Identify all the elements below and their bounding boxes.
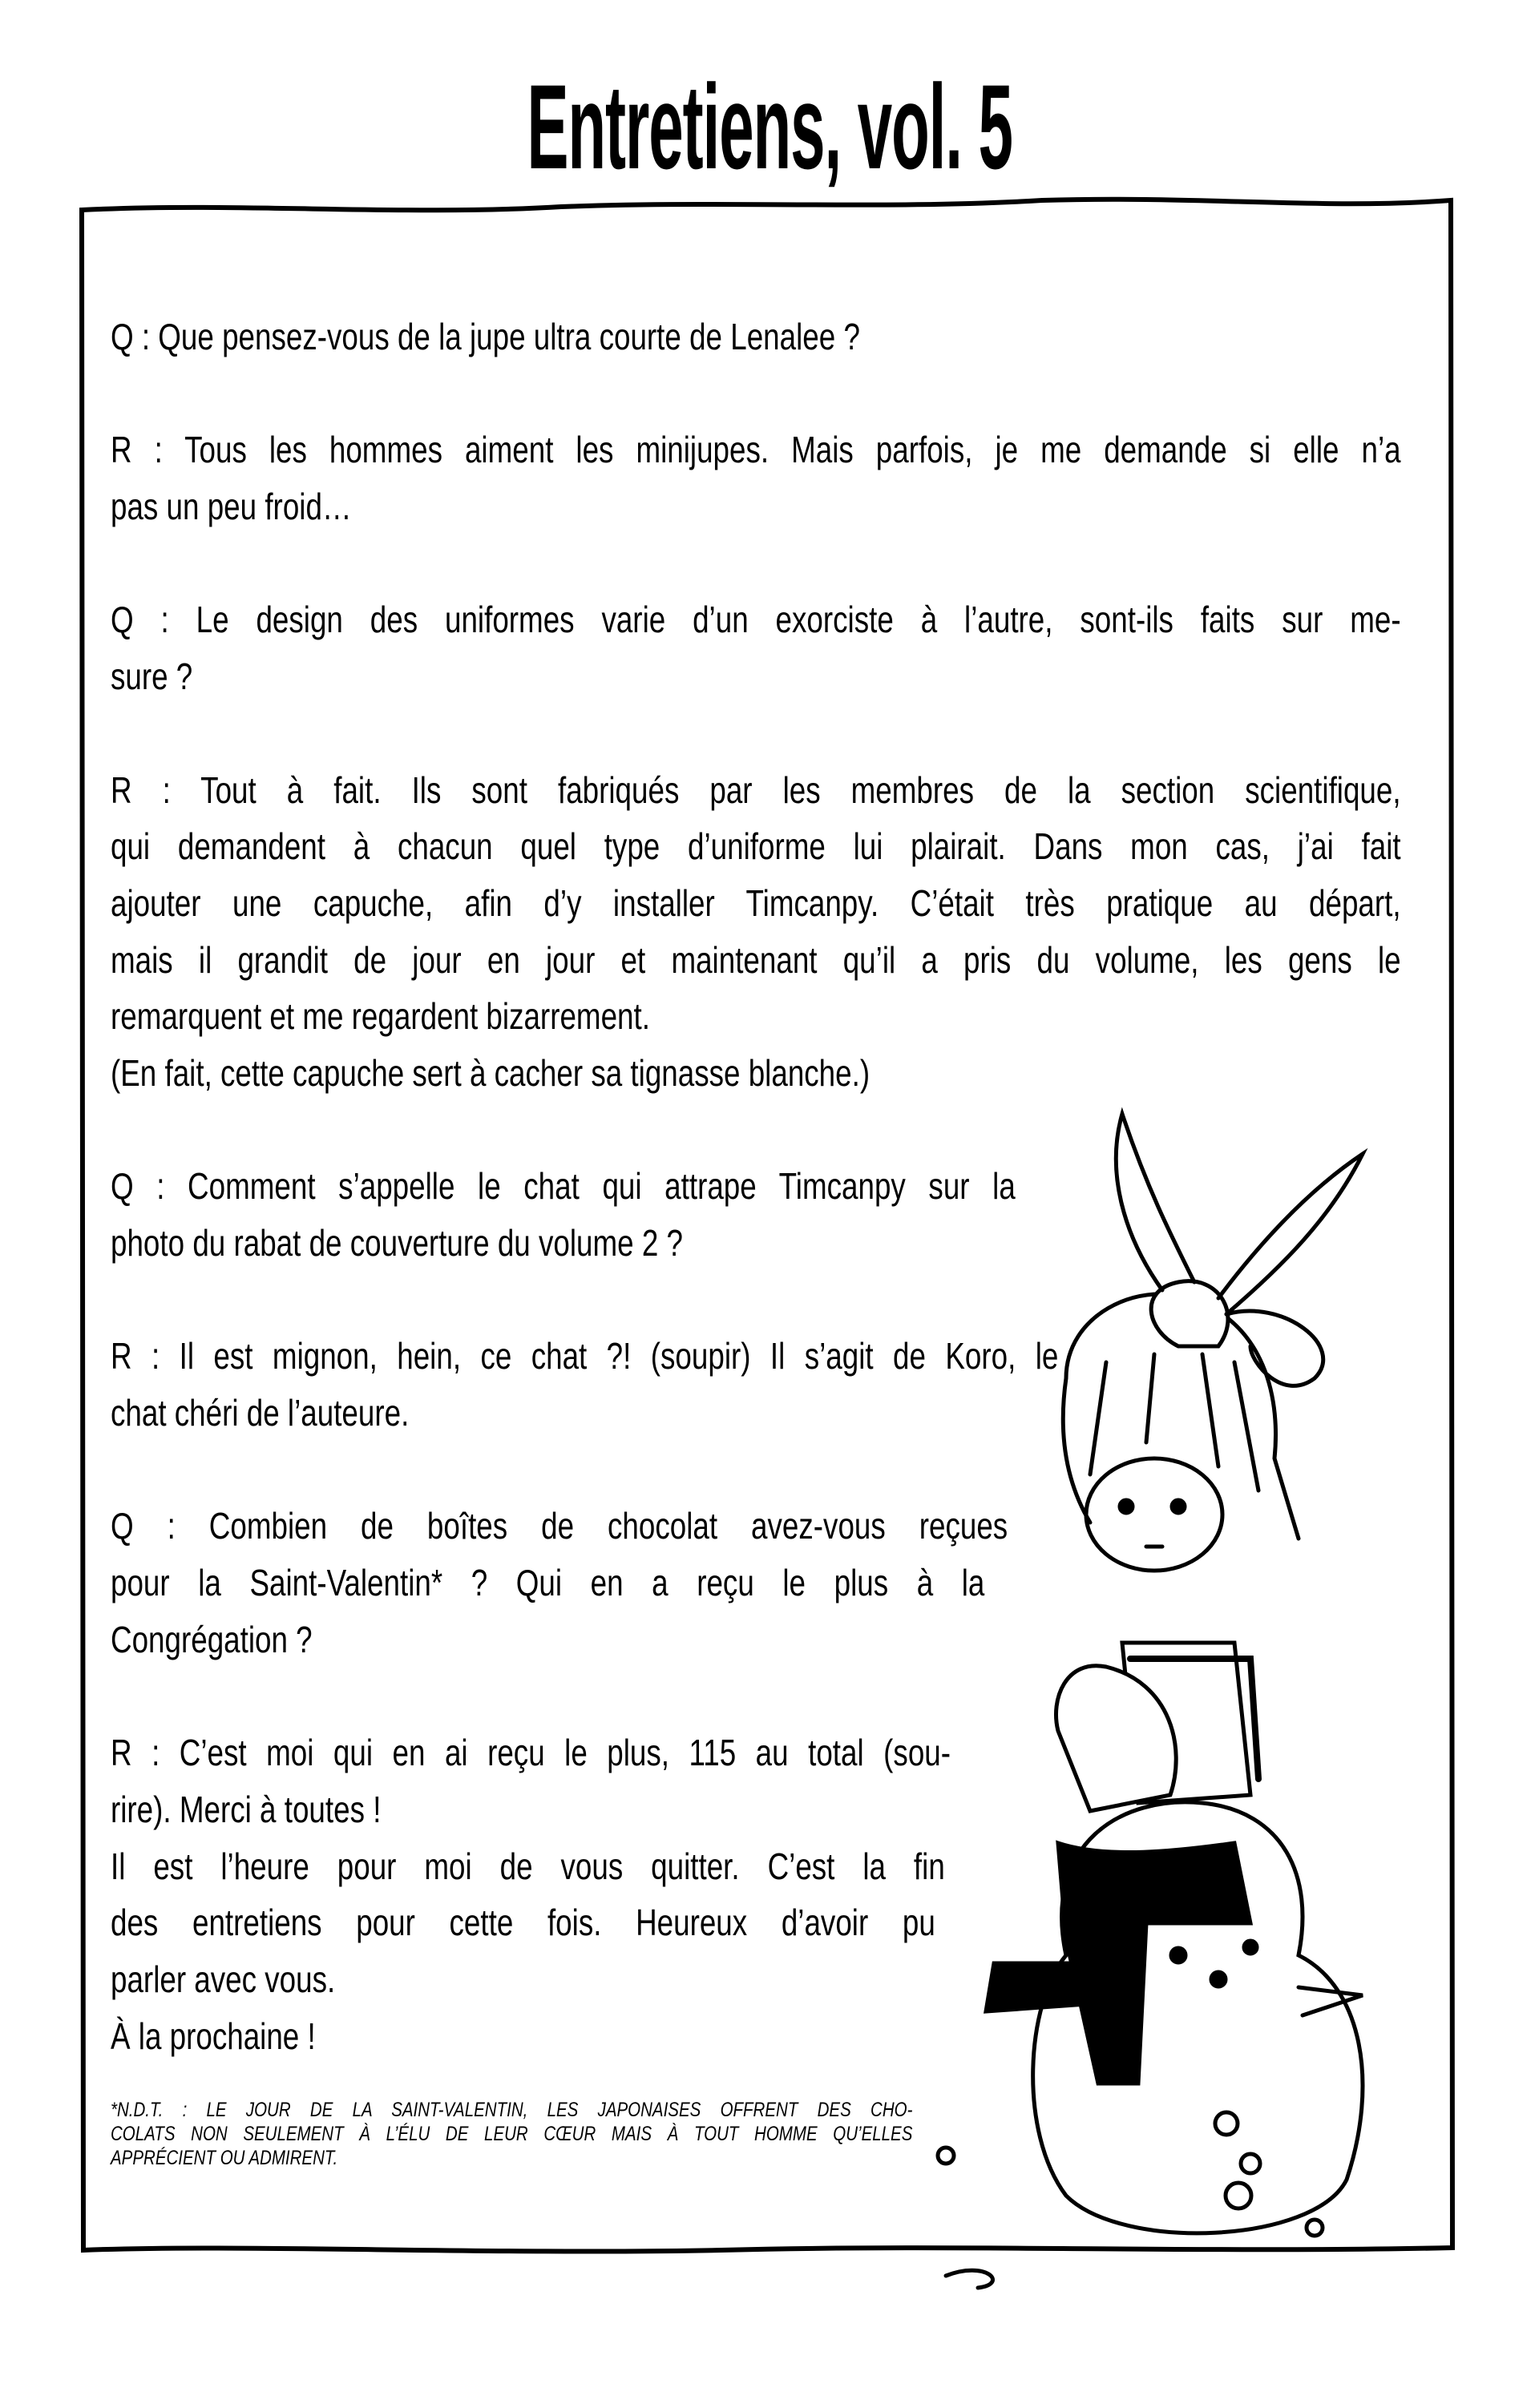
question: sure ? bbox=[111, 655, 193, 698]
answer: rire). Merci à toutes ! bbox=[111, 1788, 382, 1830]
answer: pas un peu froid… bbox=[111, 486, 352, 528]
answer: R : Tout à fait. Ils sont fabriqués par les membres de la section scientifique, bbox=[111, 768, 1401, 811]
answer: Il est l’heure pour moi de vous quitter. C’est la fin bbox=[111, 1845, 945, 1887]
question: Q : Combien de boîtes de chocolat avez-vous reçues bbox=[111, 1505, 1008, 1547]
answer: R : Tous les hommes aiment les minijupes. Mais parfois, je me demande si elle n’a bbox=[111, 429, 1401, 471]
question: Q : Le design des uniformes varie d’un exorciste à l’autre, sont-ils faits sur me- bbox=[111, 599, 1401, 641]
footnote-line: *N.D.T. : LE JOUR DE LA SAINT-VALENTIN, LES JAPONAISES OFFRENT DES CHO- bbox=[111, 2099, 913, 2121]
answer: qui demandent à chacun quel type d’uniforme lui plairait. Dans mon cas, j’ai fait bbox=[111, 825, 1401, 868]
footnote-line: APPRÉCIENT OU ADMIRENT. bbox=[111, 2147, 338, 2169]
answer: remarquent et me regardent bizarrement. bbox=[111, 995, 650, 1038]
answer: parler avec vous. bbox=[111, 1958, 336, 2000]
answer: ajouter une capuche, afin d’y installer Timcanpy. C’était très pratique au départ, bbox=[111, 881, 1401, 924]
answer: mais il grandit de jour en jour et maintenant qu’il a pris du volume, les gens le bbox=[111, 938, 1401, 981]
answer: À la prochaine ! bbox=[111, 2015, 316, 2057]
footnote-line: COLATS NON SEULEMENT À L’ÉLU DE LEUR CŒUR MAIS À TOUT HOMME QU’ELLES bbox=[111, 2123, 913, 2145]
answer: (En fait, cette capuche sert à cacher sa tignasse blanche.) bbox=[111, 1051, 870, 1094]
answer: des entretiens pour cette fois. Heureux d’avoir pu bbox=[111, 1902, 935, 1944]
title-text: Entretiens, vol. 5 bbox=[527, 59, 1012, 194]
allen-character bbox=[986, 1294, 1299, 2083]
answer: chat chéri de l’auteure. bbox=[111, 1392, 410, 1434]
question: Congrégation ? bbox=[111, 1618, 313, 1660]
answer: R : Il est mignon, hein, ce chat ?! (soupir) Il s’agit de Koro, le bbox=[111, 1335, 1059, 1377]
answer: R : C’est moi qui en ai reçu le plus, 115 au total (sou- bbox=[111, 1732, 951, 1774]
timcanpy-golem bbox=[1116, 1114, 1363, 1386]
question: photo du rabat de couverture du volume 2 ? bbox=[111, 1222, 683, 1264]
question: Q : Comment s’appelle le chat qui attrape Timcanpy sur la bbox=[111, 1165, 1016, 1208]
question: Q : Que pensez-vous de la jupe ultra courte de Lenalee ? bbox=[111, 316, 860, 357]
question: pour la Saint-Valentin* ? Qui en a reçu le plus à la bbox=[111, 1562, 985, 1604]
